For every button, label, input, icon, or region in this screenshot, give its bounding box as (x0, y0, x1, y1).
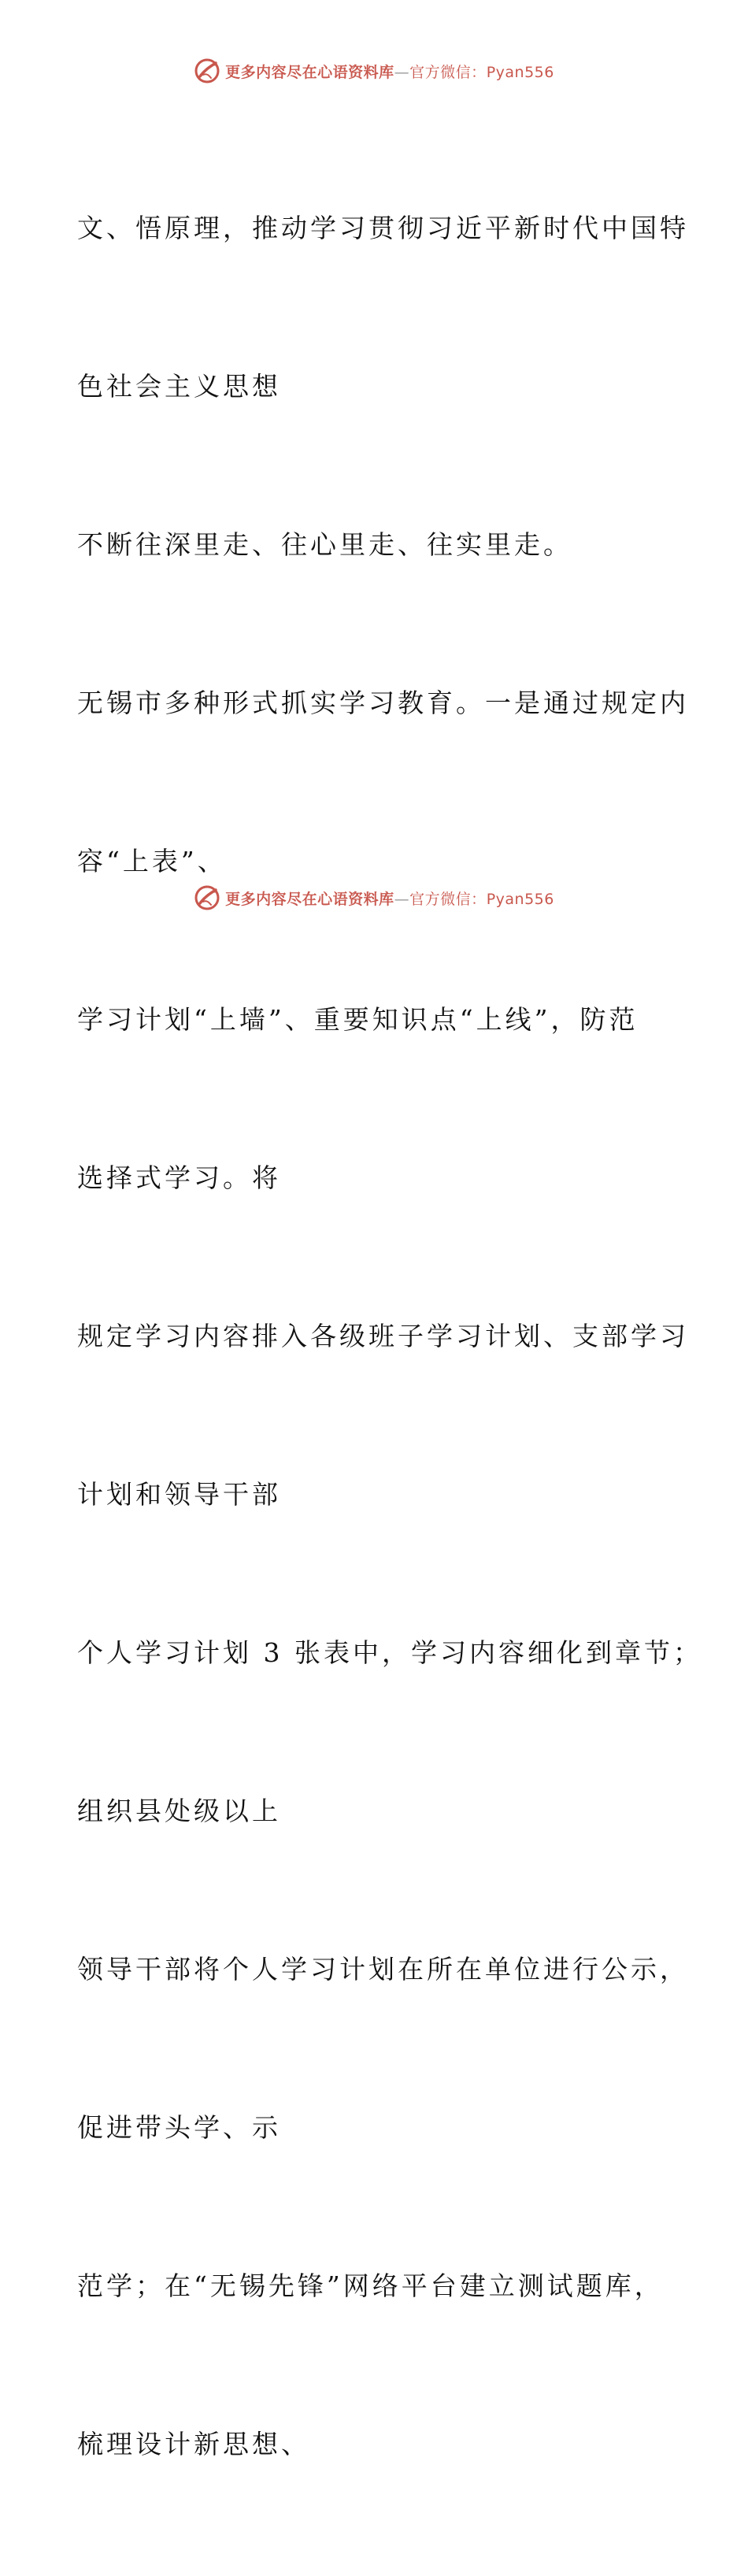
footer-wechat-id: Pyan556 (486, 890, 554, 908)
text-line: 色社会主义思想 (77, 371, 281, 402)
header-wechat-label: 官方微信： (409, 63, 487, 81)
text-line: 领导干部将个人学习计划在所在单位进行公示， (77, 1954, 689, 1985)
body-text (77, 96, 702, 2576)
text-line: 范学；在“无锡先锋”网络平台建立测试题库， (77, 2270, 664, 2301)
header-wechat-id: Pyan556 (486, 63, 554, 81)
text-line: 个人学习计划 3 张表中，学习内容细化到章节； (77, 1637, 702, 1668)
text-line: 梳理设计新思想、 (77, 2429, 310, 2459)
footer-dash: — (394, 890, 410, 908)
footer-text (225, 888, 554, 909)
header-site-name: 更多内容尽在心语资料库 (225, 63, 394, 81)
text-line: 学习计划“上墙”、重要知识点“上线”，防范 (77, 1004, 639, 1035)
text-line: 无锡市多种形式抓实学习教育。一是通过规定内 (77, 688, 689, 718)
text-line: 计划和领导干部 (77, 1479, 281, 1510)
footer-wechat-label: 官方微信： (409, 890, 487, 908)
text-line: 不断往深里走、往心里走、往实里走。 (77, 529, 572, 560)
header-banner (0, 55, 748, 87)
text-line: 规定学习内容排入各级班子学习计划、支部学习 (77, 1321, 689, 1351)
text-line: 组织县处级以上 (77, 1796, 281, 1826)
footer-banner (0, 882, 748, 914)
body-paragraph (77, 96, 702, 2576)
header-text (225, 61, 554, 82)
footer-site-name: 更多内容尽在心语资料库 (225, 890, 394, 908)
brush-circle-logo-icon (194, 57, 220, 84)
text-line: 选择式学习。将 (77, 1162, 281, 1193)
text-line: 容“上表”、 (77, 846, 227, 877)
text-line: 文、悟原理，推动学习贯彻习近平新时代中国特 (77, 213, 689, 243)
header-dash: — (394, 63, 410, 81)
text-line: 促进带头学、示 (77, 2112, 281, 2143)
brush-circle-logo-icon (194, 884, 220, 911)
